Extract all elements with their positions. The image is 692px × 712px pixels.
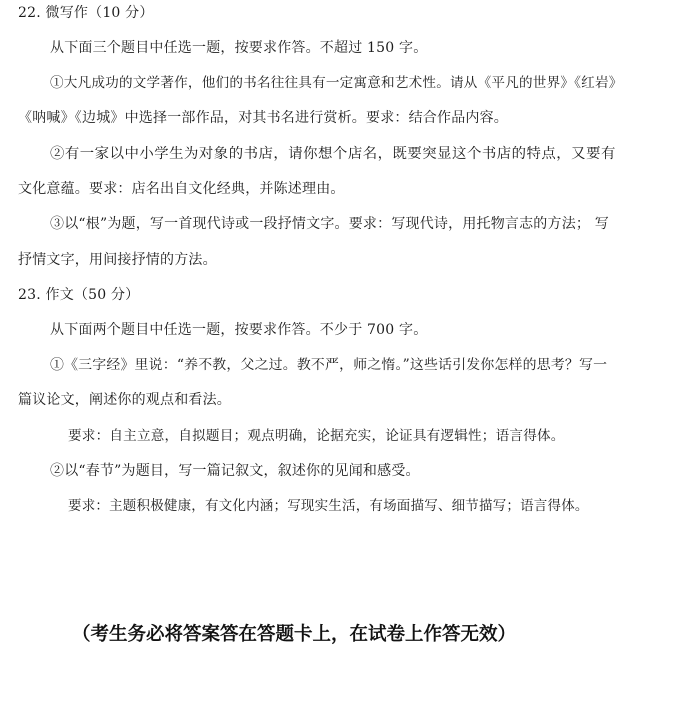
q23-intro: 从下面两个题目中任选一题，按要求作答。不少于 700 字。	[50, 322, 428, 338]
q22-heading: 22. 微写作（10 分）	[18, 5, 154, 21]
q22-item1-line2: 《呐喊》《边城》中选择一部作品，对其书名进行赏析。要求：结合作品内容。	[18, 110, 508, 126]
q22-item3-line2: 抒情文字，用间接抒情的方法。	[18, 252, 217, 268]
q23-item2-line1: ②以“春节”为题目，写一篇记叙文，叙述你的见闻和感受。	[50, 463, 420, 479]
q23-heading: 23. 作文（50 分）	[18, 287, 140, 303]
q22-item1-line1: ①大凡成功的文学著作，他们的书名往往具有一定寓意和艺术性。请从《平凡的世界》《红岩》	[50, 75, 623, 91]
q23-item1-requirement: 要求：自主立意，自拟题目；观点明确，论据充实，论证具有逻辑性；语言得体。	[68, 428, 565, 444]
exam-notice: （考生务必将答案答在答题卡上，在试卷上作答无效）	[72, 624, 517, 645]
q23-item1-line1: ①《三字经》里说：“养不教，父之过。教不严，师之惰。”这些话引发你怎样的思考？写一	[50, 357, 608, 373]
q22-item2-line2: 文化意蕴。要求：店名出自文化经典，并陈述理由。	[18, 181, 345, 197]
watermark: ​	[462, 302, 478, 323]
q22-item2-line1: ②有一家以中小学生为对象的书店，请你想个店名，既要突显这个书店的特点，又要有	[50, 146, 616, 162]
q22-intro: 从下面三个题目中任选一题，按要求作答。不超过 150 字。	[50, 40, 428, 56]
q23-item1-line2: 篇议论文，阐述你的观点和看法。	[18, 392, 231, 408]
q23-item2-requirement: 要求：主题积极健康，有文化内涵；写现实生活，有场面描写、细节描写；语言得体。	[68, 498, 589, 514]
q22-item3-line1: ③以“根”为题，写一首现代诗或一段抒情文字。要求：写现代诗，用托物言志的方法； 写	[50, 216, 609, 232]
